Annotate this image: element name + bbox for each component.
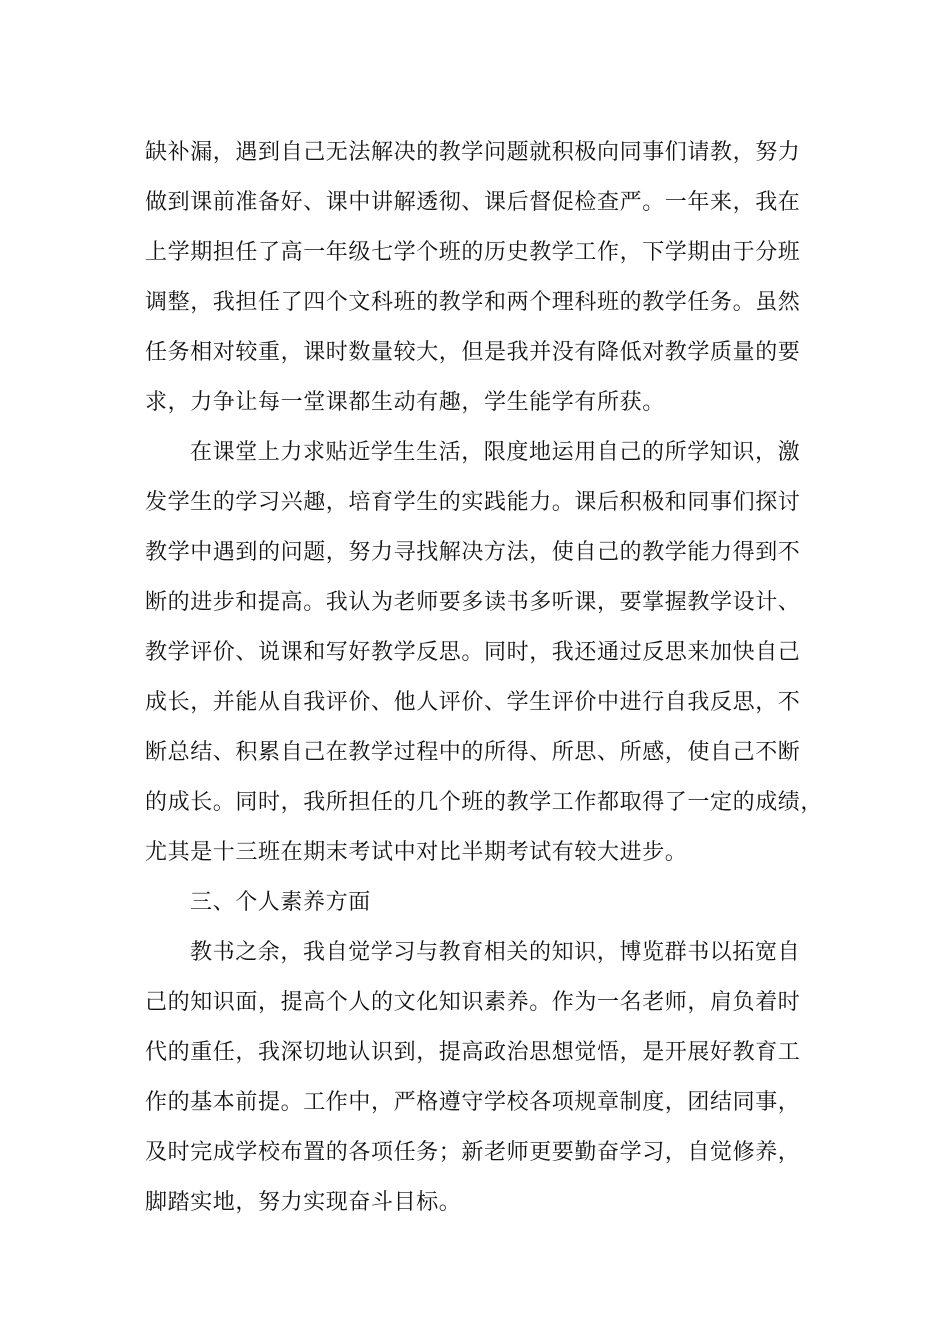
body-line: 求，力争让每一堂课都生动有趣，学生能学有所获。 xyxy=(145,390,665,415)
paragraph-first-line: 教书之余，我自觉学习与教育相关的知识，博览群书以拓宽自 xyxy=(190,940,801,965)
body-line: 己的知识面，提高个人的文化知识素养。作为一名老师，肩负着时 xyxy=(145,990,801,1015)
body-line: 缺补漏，遇到自己无法解决的教学问题就积极向同事们请教，努力 xyxy=(145,140,801,165)
body-line: 教学评价、说课和写好教学反思。同时，我还通过反思来加快自己 xyxy=(145,640,801,665)
document-body xyxy=(145,128,835,1228)
body-line: 代的重任，我深切地认识到，提高政治思想觉悟，是开展好教育工 xyxy=(145,1040,801,1065)
body-line: 及时完成学校布置的各项任务；新老师更要勤奋学习，自觉修养， xyxy=(145,1140,801,1165)
body-line: 尤其是十三班在期末考试中对比半期考试有较大进步。 xyxy=(145,840,688,865)
body-line: 脚踏实地，努力实现奋斗目标。 xyxy=(145,1190,462,1215)
body-line: 调整，我担任了四个文科班的教学和两个理科班的教学任务。虽然 xyxy=(145,290,801,315)
section-heading: 三、个人素养方面 xyxy=(190,890,371,915)
body-line: 任务相对较重，课时数量较大，但是我并没有降低对教学质量的要 xyxy=(145,340,801,365)
body-line: 作的基本前提。工作中，严格遵守学校各项规章制度，团结同事， xyxy=(145,1090,801,1115)
body-line: 发学生的学习兴趣，培育学生的实践能力。课后积极和同事们探讨 xyxy=(145,490,801,515)
body-line: 做到课前准备好、课中讲解透彻、课后督促检查严。一年来，我在 xyxy=(145,190,801,215)
body-line: 断总结、积累自己在教学过程中的所得、所思、所感，使自己不断 xyxy=(145,740,801,765)
body-line: 成长，并能从自我评价、他人评价、学生评价中进行自我反思，不 xyxy=(145,690,801,715)
paragraph-first-line: 在课堂上力求贴近学生生活，限度地运用自己的所学知识，激 xyxy=(190,440,801,465)
body-line: 教学中遇到的问题，努力寻找解决方法，使自己的教学能力得到不 xyxy=(145,540,801,565)
body-line: 上学期担任了高一年级七学个班的历史教学工作，下学期由于分班 xyxy=(145,240,801,265)
body-line: 断的进步和提高。我认为老师要多读书多听课，要掌握教学设计、 xyxy=(145,590,801,615)
body-line: 的成长。同时，我所担任的几个班的教学工作都取得了一定的成绩， xyxy=(145,790,824,815)
